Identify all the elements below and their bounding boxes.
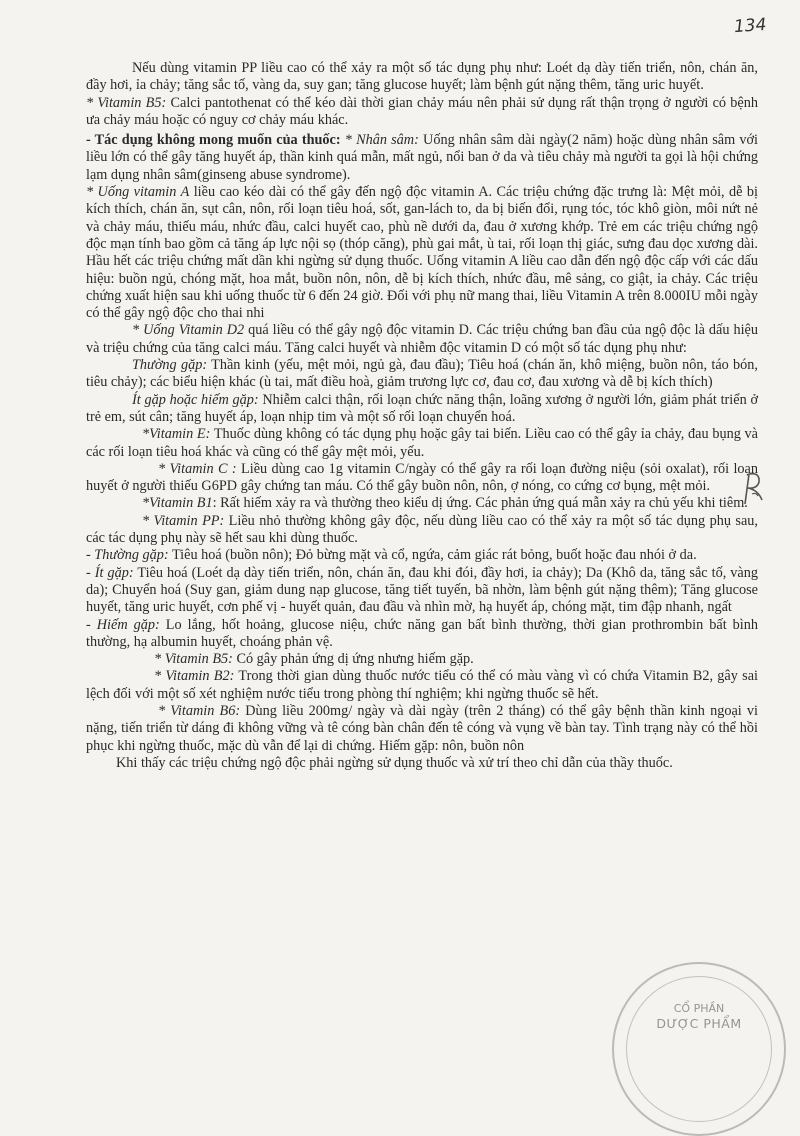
label-pp-rare: - Hiếm gặp: [86, 616, 160, 633]
label-vitamin-d2: * Uống Vitamin D2 [132, 322, 245, 339]
label-ginseng: * Nhân sâm: [340, 132, 419, 149]
stamp-line-2: DƯỢC PHẨM [656, 1016, 742, 1031]
label-pp-uncommon: - Ít gặp: [86, 564, 134, 581]
label-common: Thường gặp: [132, 357, 208, 374]
paragraph-vitamin-e: *Vitamin E: Thuốc dùng không có tác dụng phụ hoặc gây tai biến. Liều cao có thể gây ỉa chảy, đau bụng và các rối loạn tiêu hoá khác và cũng có thể gây mệt mỏi, yếu. [86, 426, 759, 460]
paragraph-pp-rare: - Hiếm gặp: Lo lắng, hốt hoảng, glucose niệu, chức năng gan bất bình thường, thời gian prothrombin bất bình thường, hạ albumin huyết, choáng phản vệ. [86, 616, 759, 650]
paragraph-vitamin-d2: * Uống Vitamin D2 quá liều có thể gây ngộ độc vitamin D. Các triệu chứng ban đầu của ngộ độc là dấu hiệu và triệu chứng của tăng calci máu. Tăng calci huyết và nhiễm độc vitamin D có một số tác dụng phụ như: [86, 322, 758, 356]
label-rare: Ít gặp hoặc hiếm gặp: [132, 391, 259, 408]
stamp-line-1: CỔ PHẦN [673, 1002, 725, 1015]
company-stamp [612, 962, 786, 1136]
paragraph-vitamin-b1: *Vitamin B1: Rất hiếm xảy ra và thường theo kiểu dị ứng. Các phản ứng quá mẫn xảy ra chủ yếu khi tiêm. [142, 495, 748, 512]
paragraph-side-effects-ginseng: - Tác dụng không mong muốn của thuốc: * Nhân sâm: Uống nhân sâm dài ngày(2 năm) hoặc dùng nhân sâm với liều lớn có thể gây tăng huyết áp, thần kinh quá mẫn, mất ngủ, nổi ban ở da và tiêu chảy mà người ta gọi là hội chứng lạm dụng nhân sâm(ginseng abuse syndrome). [86, 132, 758, 183]
paragraph-vitamin-c: * Vitamin C : Liều dùng cao 1g vitamin C/ngày có thể gây ra rối loạn đường niệu (sỏi oxalat), rối loạn huyết ở người thiếu G6PD gây chứng tan máu. Có thể gây buồn nôn, nôn, ợ nóng, co cứng cơ bụng, mệt mỏi. [86, 460, 758, 495]
paragraph-vitamin-a: * Uống vitamin A liều cao kéo dài có thể gây đến ngộ độc vitamin A. Các triệu chứng đặc trưng là: Mệt mỏi, dễ bị kích thích, chán ăn, sụt cân, nôn, rối loạn tiêu hoá, sốt, gan-lách to, da bị biến đổi, rụng tóc, tóc khô giòn, môi nứt nẻ và chảy máu, thiếu máu, nhức đầu, calci huyết cao, phù nề dưới da, đau ở xương khớp. Trẻ em các triệu chứng ngộ độc mạn tính bao gồm cả tăng áp lực nội sọ (thóp căng), phù gai mắt, ù tai, rối loạn thị giác, sưng đau dọc xương dài. Hầu hết các triệu chứng mất dần khi ngừng sử dụng thuốc. Uống vitamin A liều cao dẫn đến ngộ độc cấp với các dấu hiệu: buồn ngủ, chóng mặt, hoa mắt, buồn nôn, nôn, dễ bị kích thích, nhức đầu, mê sảng, co giật, ỉa chảy. Các triệu chứng xuất hiện sau khi uống thuốc từ 6 đến 24 giờ. Đối với phụ nữ mang thai, liều Vitamin A trên 8.000IU mỗi ngày có thể gây ngộ độc cho thai nhi [86, 184, 759, 322]
paragraph-common-effects: Thường gặp: Thần kinh (yếu, mệt mỏi, ngủ gà, đau đầu); Tiêu hoá (chán ăn, khô miệng, buồn nôn, táo bón, tiêu chảy); các biểu hiện khác (ù tai, mất điều hoà, giảm trương lực cơ, đau cơ, đau xương và dễ bị kích thích) [86, 357, 758, 391]
paragraph-vitamin-b5-allergy: * Vitamin B5: Có gây phản ứng dị ứng nhưng hiếm gặp. [154, 651, 474, 668]
paragraph-vitamin-b2: * Vitamin B2: Trong thời gian dùng thuốc nước tiểu có thể có màu vàng vì có chứa Vitamin B2, gây sai lệch đối với một số xét nghiệm nước tiểu trong phòng thí nghiệm; khi ngừng thuốc sẽ hết. [86, 668, 758, 702]
label-vitamin-b6: * Vitamin B6: [158, 702, 241, 719]
paragraph-pp-uncommon: - Ít gặp: Tiêu hoá (Loét dạ dày tiến triển, nôn, chán ăn, đau khi đói, đầy hơi, ỉa chảy); Da (Khô da, tăng sắc tố, vàng da); Chuyển hoá (Suy gan, giảm dung nạp glucose, tăng tiết tuyến, bã nhờn, làm bệnh gút nặng thêm); Tăng glucose huyết, tăng uric huyết, cơn phế vị - huyết quản, đau đầu và nhìn mờ, hạ huyết áp, chóng mặt, tim đập nhanh, ngất [86, 564, 758, 616]
paragraph-vitamin-pp-high-dose: Nếu dùng vitamin PP liều cao có thể xảy ra một số tác dụng phụ như: Loét dạ dày tiến triển, nôn, chán ăn, đầy hơi, ỉa chảy; tăng sắc tố, vàng da, suy gan; tăng glucose huyết; làm bệnh gút nặng thêm, tăng uric huyết. [86, 60, 758, 94]
label-vitamin-e: *Vitamin E: [142, 426, 211, 443]
document-body [86, 60, 758, 772]
page-number: 134 [732, 14, 767, 38]
label-vitamin-b1: *Vitamin B1 [142, 495, 213, 512]
paragraph-pp-common: - Thường gặp: Tiêu hoá (buồn nôn); Đỏ bừng mặt và cổ, ngứa, cảm giác rát bỏng, buốt hoặc đau nhói ở da. [86, 547, 697, 564]
paragraph-vitamin-b6: * Vitamin B6: Dùng liều 200mg/ ngày và dài ngày (trên 2 tháng) có thể gây bệnh thần kinh ngoại vi nặng, tiến triển từ dáng đi không vững và tê cóng bàn chân đến tê cóng và vụng về bàn tay. Tình trạng này có thể hồi phục khi ngừng thuốc, mặc dù vẫn để lại di chứng. Hiếm gặp: nôn, buồn nôn [86, 702, 758, 754]
paragraph-conclusion: Khi thấy các triệu chứng ngộ độc phải ngừng sử dụng thuốc và xử trí theo chỉ dẫn của thầy thuốc. [116, 754, 673, 771]
label-vitamin-b5-allergy: * Vitamin B5: [154, 651, 233, 668]
paragraph-vitamin-b5: * Vitamin B5: Calci pantothenat có thể kéo dài thời gian chảy máu nên phải sử dụng rất thận trọng ở người có bệnh ưa chảy máu hoặc có nguy cơ chảy máu khác. [86, 94, 758, 128]
label-pp-common: - Thường gặp: [86, 547, 169, 564]
label-vitamin-pp: * Vitamin PP: [142, 512, 225, 529]
paragraph-rare-effects: Ít gặp hoặc hiếm gặp: Nhiễm calci thận, rối loạn chức năng thận, loãng xương ở người lớn, giảm phát triển ở trẻ em, sút cân; tăng huyết áp, loạn nhịp tim và một số rối loạn chuyển hoá. [86, 391, 758, 425]
stamp-inner-ring [626, 976, 772, 1122]
handwritten-mark-icon [740, 470, 766, 506]
label-vitamin-b2: * Vitamin B2: [154, 668, 235, 685]
paragraph-vitamin-pp: * Vitamin PP: Liều nhỏ thường không gây độc, nếu dùng liều cao có thể xảy ra một số tác dụng phụ sau, các tác dụng phụ này sẽ hết sau khi dùng thuốc. [86, 512, 758, 547]
label-vitamin-a: * Uống vitamin A [86, 184, 190, 201]
heading-side-effects: - Tác dụng không mong muốn của thuốc: [86, 132, 341, 149]
label-vitamin-c: * Vitamin C : [158, 460, 237, 477]
label-vitamin-b5: * Vitamin B5: [86, 94, 167, 111]
